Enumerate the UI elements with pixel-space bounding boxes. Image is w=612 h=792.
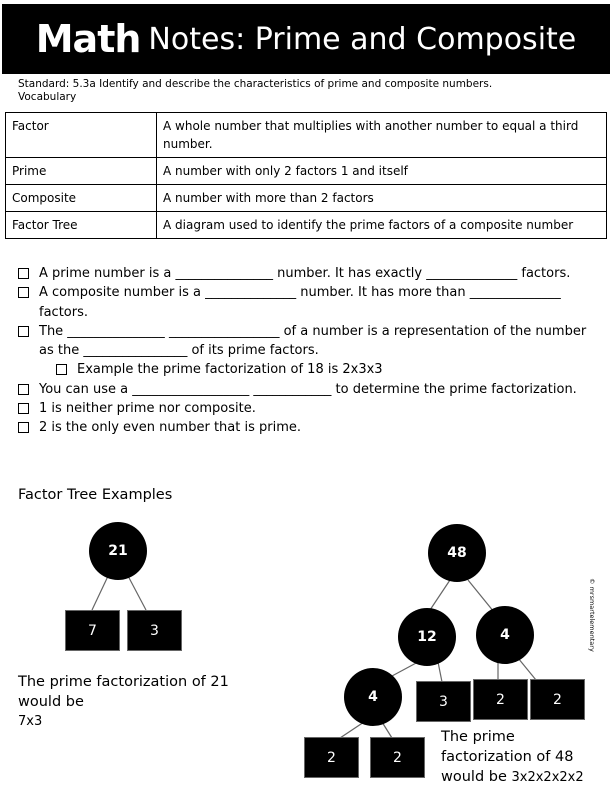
tree-node-4-right: 4	[476, 606, 534, 664]
vocabulary-label: Vocabulary	[18, 91, 77, 103]
note-text: You can use a __________________ ____________ to determine the prime factorization.	[39, 381, 577, 397]
header-title-bold: Math	[35, 17, 141, 61]
section-title: Factor Tree Examples	[18, 487, 173, 503]
vocab-term: Factor Tree	[6, 212, 157, 239]
tree-node-12: 12	[398, 608, 456, 666]
vocab-definition: A number with only 2 factors 1 and itself	[157, 158, 607, 185]
tree-leaf: 3	[416, 681, 471, 722]
tree-node-4-left: 4	[344, 668, 402, 726]
standard-text: Standard: 5.3a Identify and describe the characteristics of prime and composite numbers.	[18, 78, 493, 90]
vocab-definition: A number with more than 2 factors	[157, 185, 607, 212]
tree-leaf: 3	[127, 610, 182, 651]
note-text: A composite number is a ______________ number. It has more than ______________ factors.	[39, 285, 561, 320]
tree-node-root: 48	[428, 524, 486, 582]
tree-leaf: 2	[370, 737, 425, 778]
tree2-result-value: 3x2x2x2x2	[511, 770, 584, 785]
vocab-term: Factor	[6, 113, 157, 158]
note-text: A prime number is a _______________ number. It has exactly ______________ factors.	[39, 266, 571, 281]
tree-leaf: 2	[473, 679, 528, 720]
vocab-definition: A whole number that multiplies with another number to equal a third number.	[157, 113, 607, 158]
note-text: 1 is neither prime nor composite.	[39, 401, 256, 417]
copyright-text: © mrsmartelementary	[588, 578, 596, 652]
vocab-term: Prime	[6, 158, 157, 185]
vocab-term: Composite	[6, 185, 157, 212]
header-title-rest: Notes: Prime and Composite	[148, 21, 577, 57]
tree1-result	[18, 672, 248, 732]
note-text: 2 is the only even number that is prime.	[39, 420, 301, 436]
note-text: Example the prime factorization of 18 is 2x3x3	[77, 362, 383, 378]
tree2-result	[441, 727, 601, 788]
tree1-result-value: 7x3	[18, 714, 43, 729]
note-text: The _______________ _________________ of a number is a representation of the number as the ________________ of its prime factors.	[39, 323, 587, 359]
tree-leaf: 2	[304, 737, 359, 778]
tree-leaf: 2	[530, 679, 585, 720]
vocab-definition: A diagram used to identify the prime factors of a composite number	[157, 212, 607, 239]
tree-leaf: 7	[65, 610, 120, 651]
tree2-result-text: The prime factorization of 48 would be	[441, 729, 574, 785]
tree-node-root: 21	[89, 522, 147, 580]
tree1-result-text: The prime factorization of 21 would be	[18, 674, 229, 710]
